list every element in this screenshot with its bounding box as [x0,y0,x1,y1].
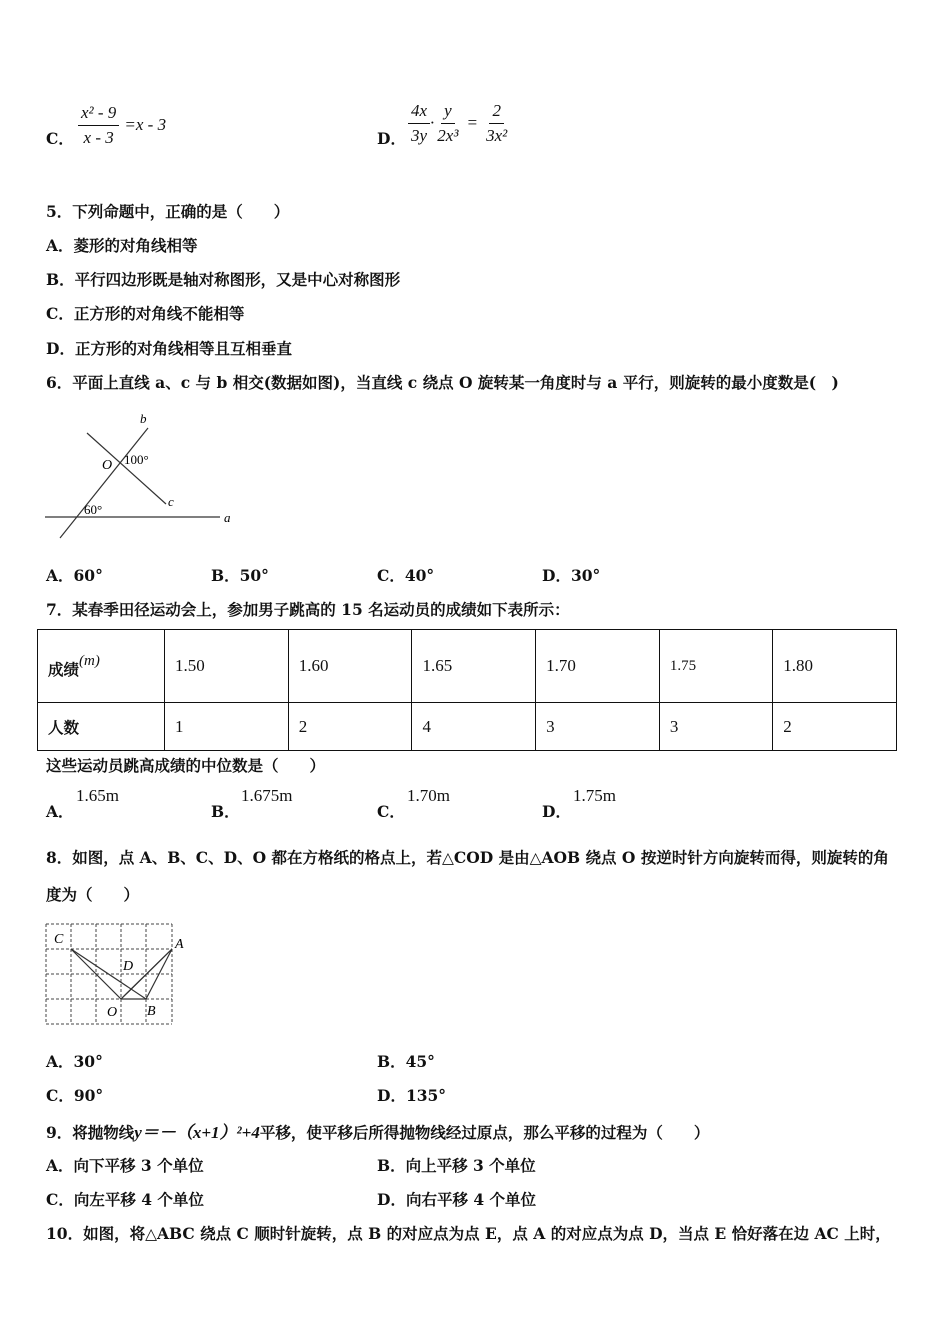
label-c: C [54,932,64,947]
q4-option-c-formula [78,103,166,148]
label-a: A [175,937,184,952]
q4-d-frac2-num: y [441,101,455,124]
q5-stem: 5．下列命题中，正确的是（ ） [46,202,290,221]
label-d: D [123,959,134,974]
table-cell: 3 [536,703,660,751]
label-b: B [147,1004,156,1019]
q4-c-denominator: x - 3 [83,128,114,147]
q4-c-rhs: =x - 3 [124,115,167,134]
line-b [60,428,148,538]
q8-option-d: D．135° [377,1086,447,1105]
q6-option-b: B．50° [211,566,269,585]
q4-option-d-formula [408,101,510,146]
q4-d-dot: · [430,113,435,132]
q8-stem-line2: 度为（ ） [46,885,140,904]
q9-stem-formula: y＝－（x+1）²+4 [134,1123,260,1142]
q8-option-a: A．30° [46,1052,103,1071]
q8-grid-figure [40,918,200,1030]
table-cell: 2 [288,703,412,751]
q7-option-d-label: D． [542,802,571,821]
line-c [87,433,166,504]
q7-option-c-label: C． [377,802,405,821]
q4-d-frac3-num: 2 [489,101,504,124]
q8-option-c: C．90° [46,1086,104,1105]
q9-stem [46,1118,709,1143]
q5-option-d: D．正方形的对角线相等且互相垂直 [46,339,292,358]
q4-option-c-label: C． [46,129,74,148]
label-angle-60: 60° [84,502,103,517]
label-o: O [107,1005,118,1020]
q10-stem: 10．如图，将△ABC 绕点 C 顺时针旋转，点 B 的对应点为点 E，点 A 的对应点为点 D，当点 E 恰好落在边 AC 上时， [46,1224,891,1243]
q7-question: 这些运动员跳高成绩的中位数是（ ） [46,756,326,775]
q7-option-b-label: B． [211,802,240,821]
table-row [38,703,897,751]
q9-option-a: A．向下平移 3 个单位 [46,1156,204,1175]
q9-option-c: C．向左平移 4 个单位 [46,1190,204,1209]
label-angle-100: 100° [124,452,149,467]
table-cell: 1.75 [659,630,772,703]
table-cell: 1.80 [773,630,897,703]
q7-stem: 7．某春季田径运动会上，参加男子跳高的 15 名运动员的成绩如下表所示： [46,600,570,619]
q6-option-d: D．30° [542,566,601,585]
q4-c-numerator: x² - 9 [78,103,119,126]
q4-d-frac2-den: 2x³ [437,126,459,145]
table-cell: 1.60 [288,630,412,703]
q6-stem: 6．平面上直线 a、c 与 b 相交(数据如图)，当直线 c 绕点 O 旋转某一角度时与 a 平行，则旋转的最小度数是( ) [46,373,839,392]
q6-option-c: C．40° [377,566,435,585]
table-cell: 1.70 [536,630,660,703]
q9-option-b: B．向上平移 3 个单位 [377,1156,536,1175]
q5-option-b: B．平行四边形既是轴对称图形，又是中心对称图形 [46,270,401,289]
q8-stem-line1: 8．如图，点 A、B、C、D、O 都在方格纸的格点上，若△COD 是由△AOB 绕点 O 按逆时针方向旋转而得，则旋转的角 [46,848,889,867]
q6-option-a: A．60° [46,566,103,585]
q9-stem-pre: 9．将抛物线 [46,1123,135,1142]
q4-option-d-label: D． [377,129,406,148]
q4-d-frac1-den: 3y [411,126,428,145]
q4-d-frac3-den: 3x² [486,126,508,145]
q9-option-d: D．向右平移 4 个单位 [377,1190,537,1209]
q7-option-a-value: 1.65m [76,786,119,805]
q5-option-a: A．菱形的对角线相等 [46,236,198,255]
table-cell: 1.65 [412,630,536,703]
table-header-score [38,630,165,703]
q6-figure [40,408,250,548]
q7-option-a-label: A． [46,802,74,821]
q7-option-c-value: 1.70m [407,786,450,805]
label-o: O [102,458,113,473]
q9-stem-post: 平移，使平移后所得抛物线经过原点，那么平移的过程为（ ） [259,1123,710,1142]
header-score-unit: (m) [79,652,100,669]
table-cell: 1.50 [165,630,289,703]
label-c: c [168,494,174,509]
q7-score-table [37,629,897,751]
q4-d-equals: = [466,113,479,132]
table-cell: 1 [165,703,289,751]
table-cell: 4 [412,703,536,751]
q7-option-d-value: 1.75m [573,786,616,805]
table-header-count: 人数 [38,703,165,751]
label-a: a [224,510,231,525]
q5-option-c: C．正方形的对角线不能相等 [46,304,245,323]
q7-option-b-value: 1.675m [241,786,293,805]
table-cell: 2 [773,703,897,751]
q8-option-b: B．45° [377,1052,435,1071]
label-b: b [140,411,147,426]
q4-d-frac1-num: 4x [408,101,430,124]
table-cell: 3 [659,703,772,751]
header-score-text: 成绩 [48,659,80,679]
table-row [38,630,897,703]
